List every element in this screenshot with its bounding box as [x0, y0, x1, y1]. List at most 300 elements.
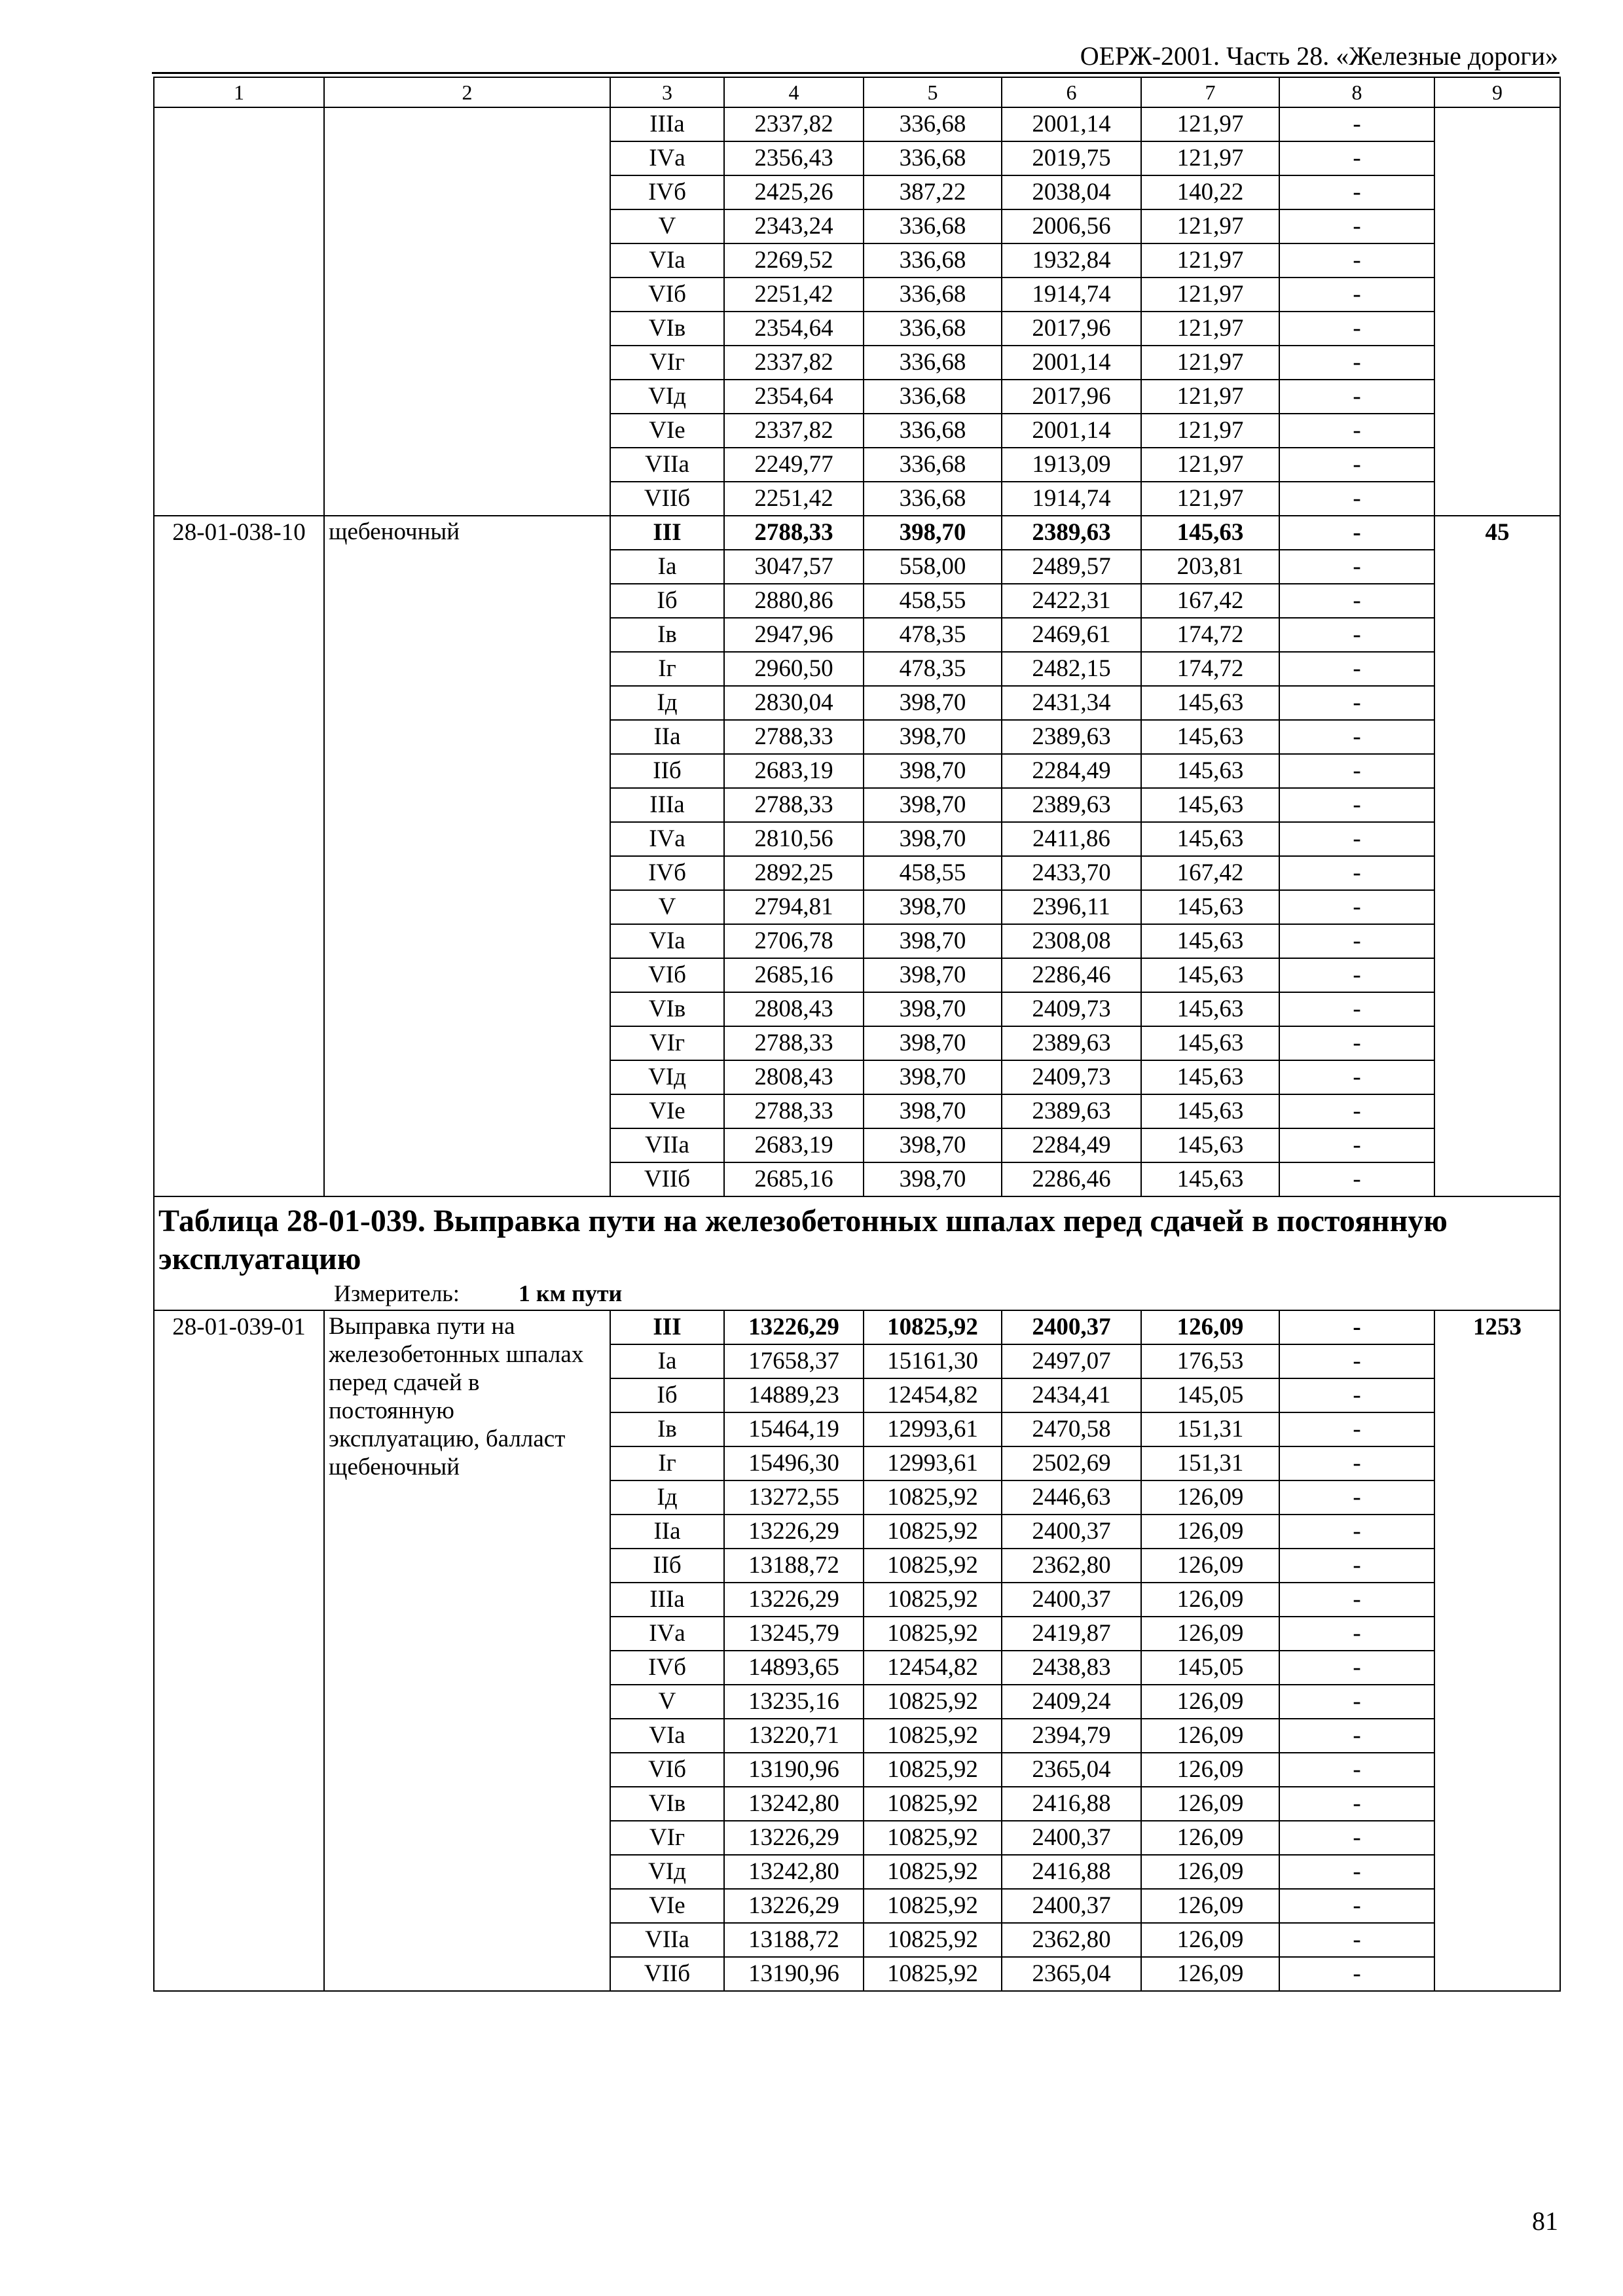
region-cell: Iб: [610, 1378, 724, 1412]
value-cell: 2337,82: [724, 346, 864, 380]
region-cell: IVа: [610, 822, 724, 856]
value-cell: 336,68: [864, 107, 1002, 141]
rate-code-cell: 28-01-039-01: [154, 1310, 324, 1991]
region-cell: VIе: [610, 1094, 724, 1128]
section-caption-row: [154, 1196, 1560, 1310]
value-cell: 2433,70: [1002, 856, 1141, 890]
value-cell: 121,97: [1141, 380, 1279, 414]
value-cell: -: [1279, 720, 1434, 754]
measure-label: Измеритель:: [334, 1280, 460, 1306]
value-cell: 10825,92: [864, 1583, 1002, 1617]
value-cell: 10825,92: [864, 1480, 1002, 1515]
region-cell: IVа: [610, 141, 724, 175]
value-cell: 15464,19: [724, 1412, 864, 1446]
value-cell: 398,70: [864, 516, 1002, 550]
value-cell: 2400,37: [1002, 1310, 1141, 1344]
value-cell: 13226,29: [724, 1515, 864, 1549]
value-cell: 145,63: [1141, 720, 1279, 754]
value-cell: 2892,25: [724, 856, 864, 890]
value-cell: 121,97: [1141, 346, 1279, 380]
value-cell: 145,63: [1141, 992, 1279, 1026]
value-cell: -: [1279, 584, 1434, 618]
value-cell: 2810,56: [724, 822, 864, 856]
value-cell: 176,53: [1141, 1344, 1279, 1378]
region-cell: IIIа: [610, 788, 724, 822]
value-cell: 145,05: [1141, 1378, 1279, 1412]
value-cell: 145,63: [1141, 1128, 1279, 1162]
value-cell: -: [1279, 1060, 1434, 1094]
value-cell: 558,00: [864, 550, 1002, 584]
region-cell: Iг: [610, 652, 724, 686]
value-cell: 387,22: [864, 175, 1002, 209]
value-cell: 2365,04: [1002, 1957, 1141, 1991]
value-cell: 2286,46: [1002, 958, 1141, 992]
value-cell: 2365,04: [1002, 1753, 1141, 1787]
value-cell: 2389,63: [1002, 720, 1141, 754]
value-cell: 398,70: [864, 890, 1002, 924]
value-cell: 126,09: [1141, 1685, 1279, 1719]
value-cell: 2251,42: [724, 482, 864, 516]
value-cell: 12454,82: [864, 1378, 1002, 1412]
page-number: 81: [1532, 2206, 1558, 2236]
value-cell: 2343,24: [724, 209, 864, 243]
value-cell: 2446,63: [1002, 1480, 1141, 1515]
labor-cell: 1253: [1434, 1310, 1560, 1991]
value-cell: -: [1279, 1026, 1434, 1060]
value-cell: -: [1279, 1889, 1434, 1923]
value-cell: 2251,42: [724, 278, 864, 312]
value-cell: 458,55: [864, 584, 1002, 618]
value-cell: 126,09: [1141, 1923, 1279, 1957]
value-cell: 10825,92: [864, 1957, 1002, 1991]
value-cell: 2685,16: [724, 1162, 864, 1196]
value-cell: 2389,63: [1002, 1094, 1141, 1128]
value-cell: 2284,49: [1002, 1128, 1141, 1162]
value-cell: -: [1279, 788, 1434, 822]
value-cell: 145,05: [1141, 1651, 1279, 1685]
value-cell: 121,97: [1141, 482, 1279, 516]
value-cell: 10825,92: [864, 1787, 1002, 1821]
value-cell: 126,09: [1141, 1821, 1279, 1855]
table-body: [154, 77, 1560, 1991]
value-cell: 145,63: [1141, 958, 1279, 992]
table-row: [154, 1310, 1560, 1344]
value-cell: 2960,50: [724, 652, 864, 686]
value-cell: 2389,63: [1002, 788, 1141, 822]
value-cell: 13245,79: [724, 1617, 864, 1651]
value-cell: 13226,29: [724, 1889, 864, 1923]
region-cell: VIе: [610, 1889, 724, 1923]
value-cell: 13226,29: [724, 1310, 864, 1344]
value-cell: 121,97: [1141, 278, 1279, 312]
value-cell: 2880,86: [724, 584, 864, 618]
value-cell: 126,09: [1141, 1480, 1279, 1515]
value-cell: 13235,16: [724, 1685, 864, 1719]
value-cell: 10825,92: [864, 1855, 1002, 1889]
value-cell: 336,68: [864, 346, 1002, 380]
value-cell: -: [1279, 243, 1434, 278]
value-cell: 13220,71: [724, 1719, 864, 1753]
value-cell: 2356,43: [724, 141, 864, 175]
region-cell: IIа: [610, 1515, 724, 1549]
value-cell: 458,55: [864, 856, 1002, 890]
value-cell: 2431,34: [1002, 686, 1141, 720]
value-cell: 145,63: [1141, 924, 1279, 958]
value-cell: 2400,37: [1002, 1821, 1141, 1855]
value-cell: 2947,96: [724, 618, 864, 652]
value-cell: 2362,80: [1002, 1549, 1141, 1583]
value-cell: -: [1279, 1094, 1434, 1128]
region-cell: VIд: [610, 380, 724, 414]
value-cell: 2411,86: [1002, 822, 1141, 856]
region-cell: IIIа: [610, 1583, 724, 1617]
value-cell: 121,97: [1141, 414, 1279, 448]
value-cell: 2788,33: [724, 1026, 864, 1060]
region-cell: VIа: [610, 924, 724, 958]
region-cell: VIIа: [610, 1128, 724, 1162]
value-cell: 2788,33: [724, 720, 864, 754]
value-cell: 10825,92: [864, 1617, 1002, 1651]
value-cell: -: [1279, 209, 1434, 243]
region-cell: VIг: [610, 1026, 724, 1060]
value-cell: 2400,37: [1002, 1515, 1141, 1549]
value-cell: -: [1279, 1617, 1434, 1651]
value-cell: -: [1279, 890, 1434, 924]
value-cell: 2416,88: [1002, 1787, 1141, 1821]
value-cell: 126,09: [1141, 1787, 1279, 1821]
value-cell: 2354,64: [724, 312, 864, 346]
value-cell: 2284,49: [1002, 754, 1141, 788]
value-cell: -: [1279, 856, 1434, 890]
value-cell: 398,70: [864, 924, 1002, 958]
value-cell: -: [1279, 1549, 1434, 1583]
region-cell: VIа: [610, 1719, 724, 1753]
value-cell: -: [1279, 380, 1434, 414]
value-cell: 126,09: [1141, 1957, 1279, 1991]
column-number: 5: [864, 77, 1002, 107]
measure-value: 1 км пути: [518, 1280, 623, 1306]
value-cell: -: [1279, 1753, 1434, 1787]
value-cell: -: [1279, 618, 1434, 652]
value-cell: 3047,57: [724, 550, 864, 584]
region-cell: VIв: [610, 312, 724, 346]
value-cell: 336,68: [864, 243, 1002, 278]
rate-code-cell: 28-01-038-10: [154, 516, 324, 1196]
value-cell: -: [1279, 1957, 1434, 1991]
region-cell: VIг: [610, 346, 724, 380]
value-cell: 126,09: [1141, 1583, 1279, 1617]
value-cell: 10825,92: [864, 1515, 1002, 1549]
value-cell: -: [1279, 686, 1434, 720]
value-cell: -: [1279, 1583, 1434, 1617]
work-description-cell: [324, 107, 610, 516]
measure-line: [158, 1278, 1556, 1310]
region-cell: VIIа: [610, 448, 724, 482]
value-cell: 398,70: [864, 992, 1002, 1026]
region-cell: Iв: [610, 1412, 724, 1446]
value-cell: 13242,80: [724, 1855, 864, 1889]
value-cell: 398,70: [864, 686, 1002, 720]
value-cell: -: [1279, 992, 1434, 1026]
value-cell: 1914,74: [1002, 482, 1141, 516]
value-cell: 145,63: [1141, 1162, 1279, 1196]
region-cell: IIIа: [610, 107, 724, 141]
value-cell: 12993,61: [864, 1412, 1002, 1446]
value-cell: -: [1279, 1412, 1434, 1446]
region-cell: VIIб: [610, 1957, 724, 1991]
value-cell: 2409,73: [1002, 992, 1141, 1026]
value-cell: 1932,84: [1002, 243, 1141, 278]
column-number: 7: [1141, 77, 1279, 107]
value-cell: -: [1279, 107, 1434, 141]
value-cell: 2497,07: [1002, 1344, 1141, 1378]
value-cell: 398,70: [864, 958, 1002, 992]
value-cell: 10825,92: [864, 1753, 1002, 1787]
value-cell: 2683,19: [724, 1128, 864, 1162]
value-cell: 13188,72: [724, 1549, 864, 1583]
column-number: 1: [154, 77, 324, 107]
value-cell: 398,70: [864, 788, 1002, 822]
region-cell: Iа: [610, 1344, 724, 1378]
value-cell: -: [1279, 448, 1434, 482]
value-cell: -: [1279, 550, 1434, 584]
table-row: [154, 107, 1560, 141]
value-cell: 2038,04: [1002, 175, 1141, 209]
value-cell: 10825,92: [864, 1821, 1002, 1855]
value-cell: -: [1279, 1310, 1434, 1344]
value-cell: 13226,29: [724, 1583, 864, 1617]
value-cell: 145,63: [1141, 754, 1279, 788]
value-cell: 167,42: [1141, 856, 1279, 890]
work-description-cell: Выправка пути на железобетонных шпалах перед сдачей в постоянную эксплуатацию, балласт щебеночный: [324, 1310, 610, 1991]
value-cell: -: [1279, 516, 1434, 550]
value-cell: 126,09: [1141, 1310, 1279, 1344]
value-cell: -: [1279, 1128, 1434, 1162]
value-cell: 2001,14: [1002, 107, 1141, 141]
value-cell: -: [1279, 1855, 1434, 1889]
value-cell: 145,63: [1141, 516, 1279, 550]
region-cell: VIа: [610, 243, 724, 278]
value-cell: 336,68: [864, 141, 1002, 175]
work-description-cell: щебеночный: [324, 516, 610, 1196]
header-rule: [152, 72, 1559, 74]
value-cell: -: [1279, 1515, 1434, 1549]
region-cell: VIIб: [610, 482, 724, 516]
value-cell: 2438,83: [1002, 1651, 1141, 1685]
rate-code-cell: [154, 107, 324, 516]
value-cell: 336,68: [864, 312, 1002, 346]
region-cell: VIд: [610, 1060, 724, 1094]
labor-cell: [1434, 107, 1560, 516]
value-cell: 14893,65: [724, 1651, 864, 1685]
region-cell: VIб: [610, 278, 724, 312]
value-cell: 2470,58: [1002, 1412, 1141, 1446]
value-cell: -: [1279, 924, 1434, 958]
value-cell: 2706,78: [724, 924, 864, 958]
value-cell: -: [1279, 958, 1434, 992]
value-cell: 13190,96: [724, 1957, 864, 1991]
norms-table: [153, 77, 1561, 1992]
region-cell: Iа: [610, 550, 724, 584]
value-cell: 2400,37: [1002, 1889, 1141, 1923]
value-cell: 2389,63: [1002, 516, 1141, 550]
value-cell: 2788,33: [724, 1094, 864, 1128]
value-cell: 121,97: [1141, 107, 1279, 141]
value-cell: 2788,33: [724, 788, 864, 822]
region-cell: VIв: [610, 992, 724, 1026]
region-cell: IIа: [610, 720, 724, 754]
value-cell: 17658,37: [724, 1344, 864, 1378]
value-cell: -: [1279, 822, 1434, 856]
value-cell: 151,31: [1141, 1412, 1279, 1446]
value-cell: -: [1279, 1719, 1434, 1753]
value-cell: 203,81: [1141, 550, 1279, 584]
value-cell: 10825,92: [864, 1889, 1002, 1923]
value-cell: -: [1279, 1651, 1434, 1685]
value-cell: 2269,52: [724, 243, 864, 278]
value-cell: -: [1279, 414, 1434, 448]
value-cell: 398,70: [864, 1060, 1002, 1094]
value-cell: 167,42: [1141, 584, 1279, 618]
value-cell: 145,63: [1141, 686, 1279, 720]
value-cell: 398,70: [864, 1026, 1002, 1060]
value-cell: 2419,87: [1002, 1617, 1141, 1651]
region-cell: IVб: [610, 175, 724, 209]
region-cell: VIIб: [610, 1162, 724, 1196]
page-header-title: ОЕРЖ-2001. Часть 28. «Железные дороги»: [1080, 41, 1558, 71]
value-cell: -: [1279, 482, 1434, 516]
value-cell: 2362,80: [1002, 1923, 1141, 1957]
value-cell: 10825,92: [864, 1549, 1002, 1583]
value-cell: 15496,30: [724, 1446, 864, 1480]
region-cell: Iб: [610, 584, 724, 618]
value-cell: 10825,92: [864, 1719, 1002, 1753]
column-number: 8: [1279, 77, 1434, 107]
value-cell: 2006,56: [1002, 209, 1141, 243]
value-cell: 478,35: [864, 652, 1002, 686]
value-cell: 10825,92: [864, 1685, 1002, 1719]
value-cell: 2788,33: [724, 516, 864, 550]
region-cell: Iд: [610, 1480, 724, 1515]
value-cell: 478,35: [864, 618, 1002, 652]
value-cell: 398,70: [864, 822, 1002, 856]
region-cell: VIг: [610, 1821, 724, 1855]
table-row: [154, 516, 1560, 550]
column-number: 6: [1002, 77, 1141, 107]
column-number: 2: [324, 77, 610, 107]
value-cell: 121,97: [1141, 312, 1279, 346]
value-cell: 336,68: [864, 448, 1002, 482]
value-cell: 2685,16: [724, 958, 864, 992]
value-cell: 398,70: [864, 1128, 1002, 1162]
value-cell: 2502,69: [1002, 1446, 1141, 1480]
value-cell: -: [1279, 141, 1434, 175]
column-number: 9: [1434, 77, 1560, 107]
value-cell: 145,63: [1141, 1094, 1279, 1128]
column-number: 4: [724, 77, 864, 107]
region-cell: VIIа: [610, 1923, 724, 1957]
value-cell: 398,70: [864, 754, 1002, 788]
value-cell: -: [1279, 278, 1434, 312]
region-cell: Iд: [610, 686, 724, 720]
value-cell: 2017,96: [1002, 312, 1141, 346]
region-cell: III: [610, 516, 724, 550]
value-cell: 145,63: [1141, 1060, 1279, 1094]
value-cell: 2017,96: [1002, 380, 1141, 414]
value-cell: 2400,37: [1002, 1583, 1141, 1617]
value-cell: 145,63: [1141, 1026, 1279, 1060]
region-cell: VIв: [610, 1787, 724, 1821]
value-cell: 126,09: [1141, 1515, 1279, 1549]
value-cell: 2019,75: [1002, 141, 1141, 175]
value-cell: 126,09: [1141, 1549, 1279, 1583]
value-cell: 126,09: [1141, 1719, 1279, 1753]
region-cell: VIб: [610, 1753, 724, 1787]
value-cell: 2396,11: [1002, 890, 1141, 924]
value-cell: -: [1279, 1344, 1434, 1378]
value-cell: 2830,04: [724, 686, 864, 720]
value-cell: 13188,72: [724, 1923, 864, 1957]
value-cell: 2249,77: [724, 448, 864, 482]
region-cell: IVб: [610, 1651, 724, 1685]
value-cell: -: [1279, 1923, 1434, 1957]
region-cell: V: [610, 890, 724, 924]
value-cell: -: [1279, 346, 1434, 380]
value-cell: 13242,80: [724, 1787, 864, 1821]
value-cell: 126,09: [1141, 1855, 1279, 1889]
value-cell: 2469,61: [1002, 618, 1141, 652]
region-cell: V: [610, 1685, 724, 1719]
value-cell: -: [1279, 175, 1434, 209]
value-cell: -: [1279, 1821, 1434, 1855]
value-cell: 336,68: [864, 209, 1002, 243]
value-cell: 174,72: [1141, 618, 1279, 652]
region-cell: VIб: [610, 958, 724, 992]
value-cell: 398,70: [864, 720, 1002, 754]
value-cell: 1914,74: [1002, 278, 1141, 312]
value-cell: 145,63: [1141, 788, 1279, 822]
section-title: Таблица 28-01-039. Выправка пути на железобетонных шпалах перед сдачей в постоянную эксплуатацию: [158, 1204, 1448, 1276]
value-cell: 2001,14: [1002, 414, 1141, 448]
value-cell: 2394,79: [1002, 1719, 1141, 1753]
region-cell: IVа: [610, 1617, 724, 1651]
column-number-row: [154, 77, 1560, 107]
value-cell: 2683,19: [724, 754, 864, 788]
value-cell: 2001,14: [1002, 346, 1141, 380]
labor-cell: 45: [1434, 516, 1560, 1196]
value-cell: 121,97: [1141, 448, 1279, 482]
value-cell: 2422,31: [1002, 584, 1141, 618]
value-cell: 336,68: [864, 380, 1002, 414]
value-cell: 2434,41: [1002, 1378, 1141, 1412]
value-cell: -: [1279, 1378, 1434, 1412]
value-cell: 121,97: [1141, 141, 1279, 175]
region-cell: VIе: [610, 414, 724, 448]
value-cell: 126,09: [1141, 1617, 1279, 1651]
value-cell: -: [1279, 1446, 1434, 1480]
value-cell: -: [1279, 652, 1434, 686]
value-cell: 336,68: [864, 482, 1002, 516]
value-cell: -: [1279, 754, 1434, 788]
region-cell: III: [610, 1310, 724, 1344]
column-number: 3: [610, 77, 724, 107]
value-cell: 2808,43: [724, 992, 864, 1026]
value-cell: 2794,81: [724, 890, 864, 924]
value-cell: 121,97: [1141, 209, 1279, 243]
value-cell: 13226,29: [724, 1821, 864, 1855]
value-cell: 2389,63: [1002, 1026, 1141, 1060]
region-cell: VIд: [610, 1855, 724, 1889]
